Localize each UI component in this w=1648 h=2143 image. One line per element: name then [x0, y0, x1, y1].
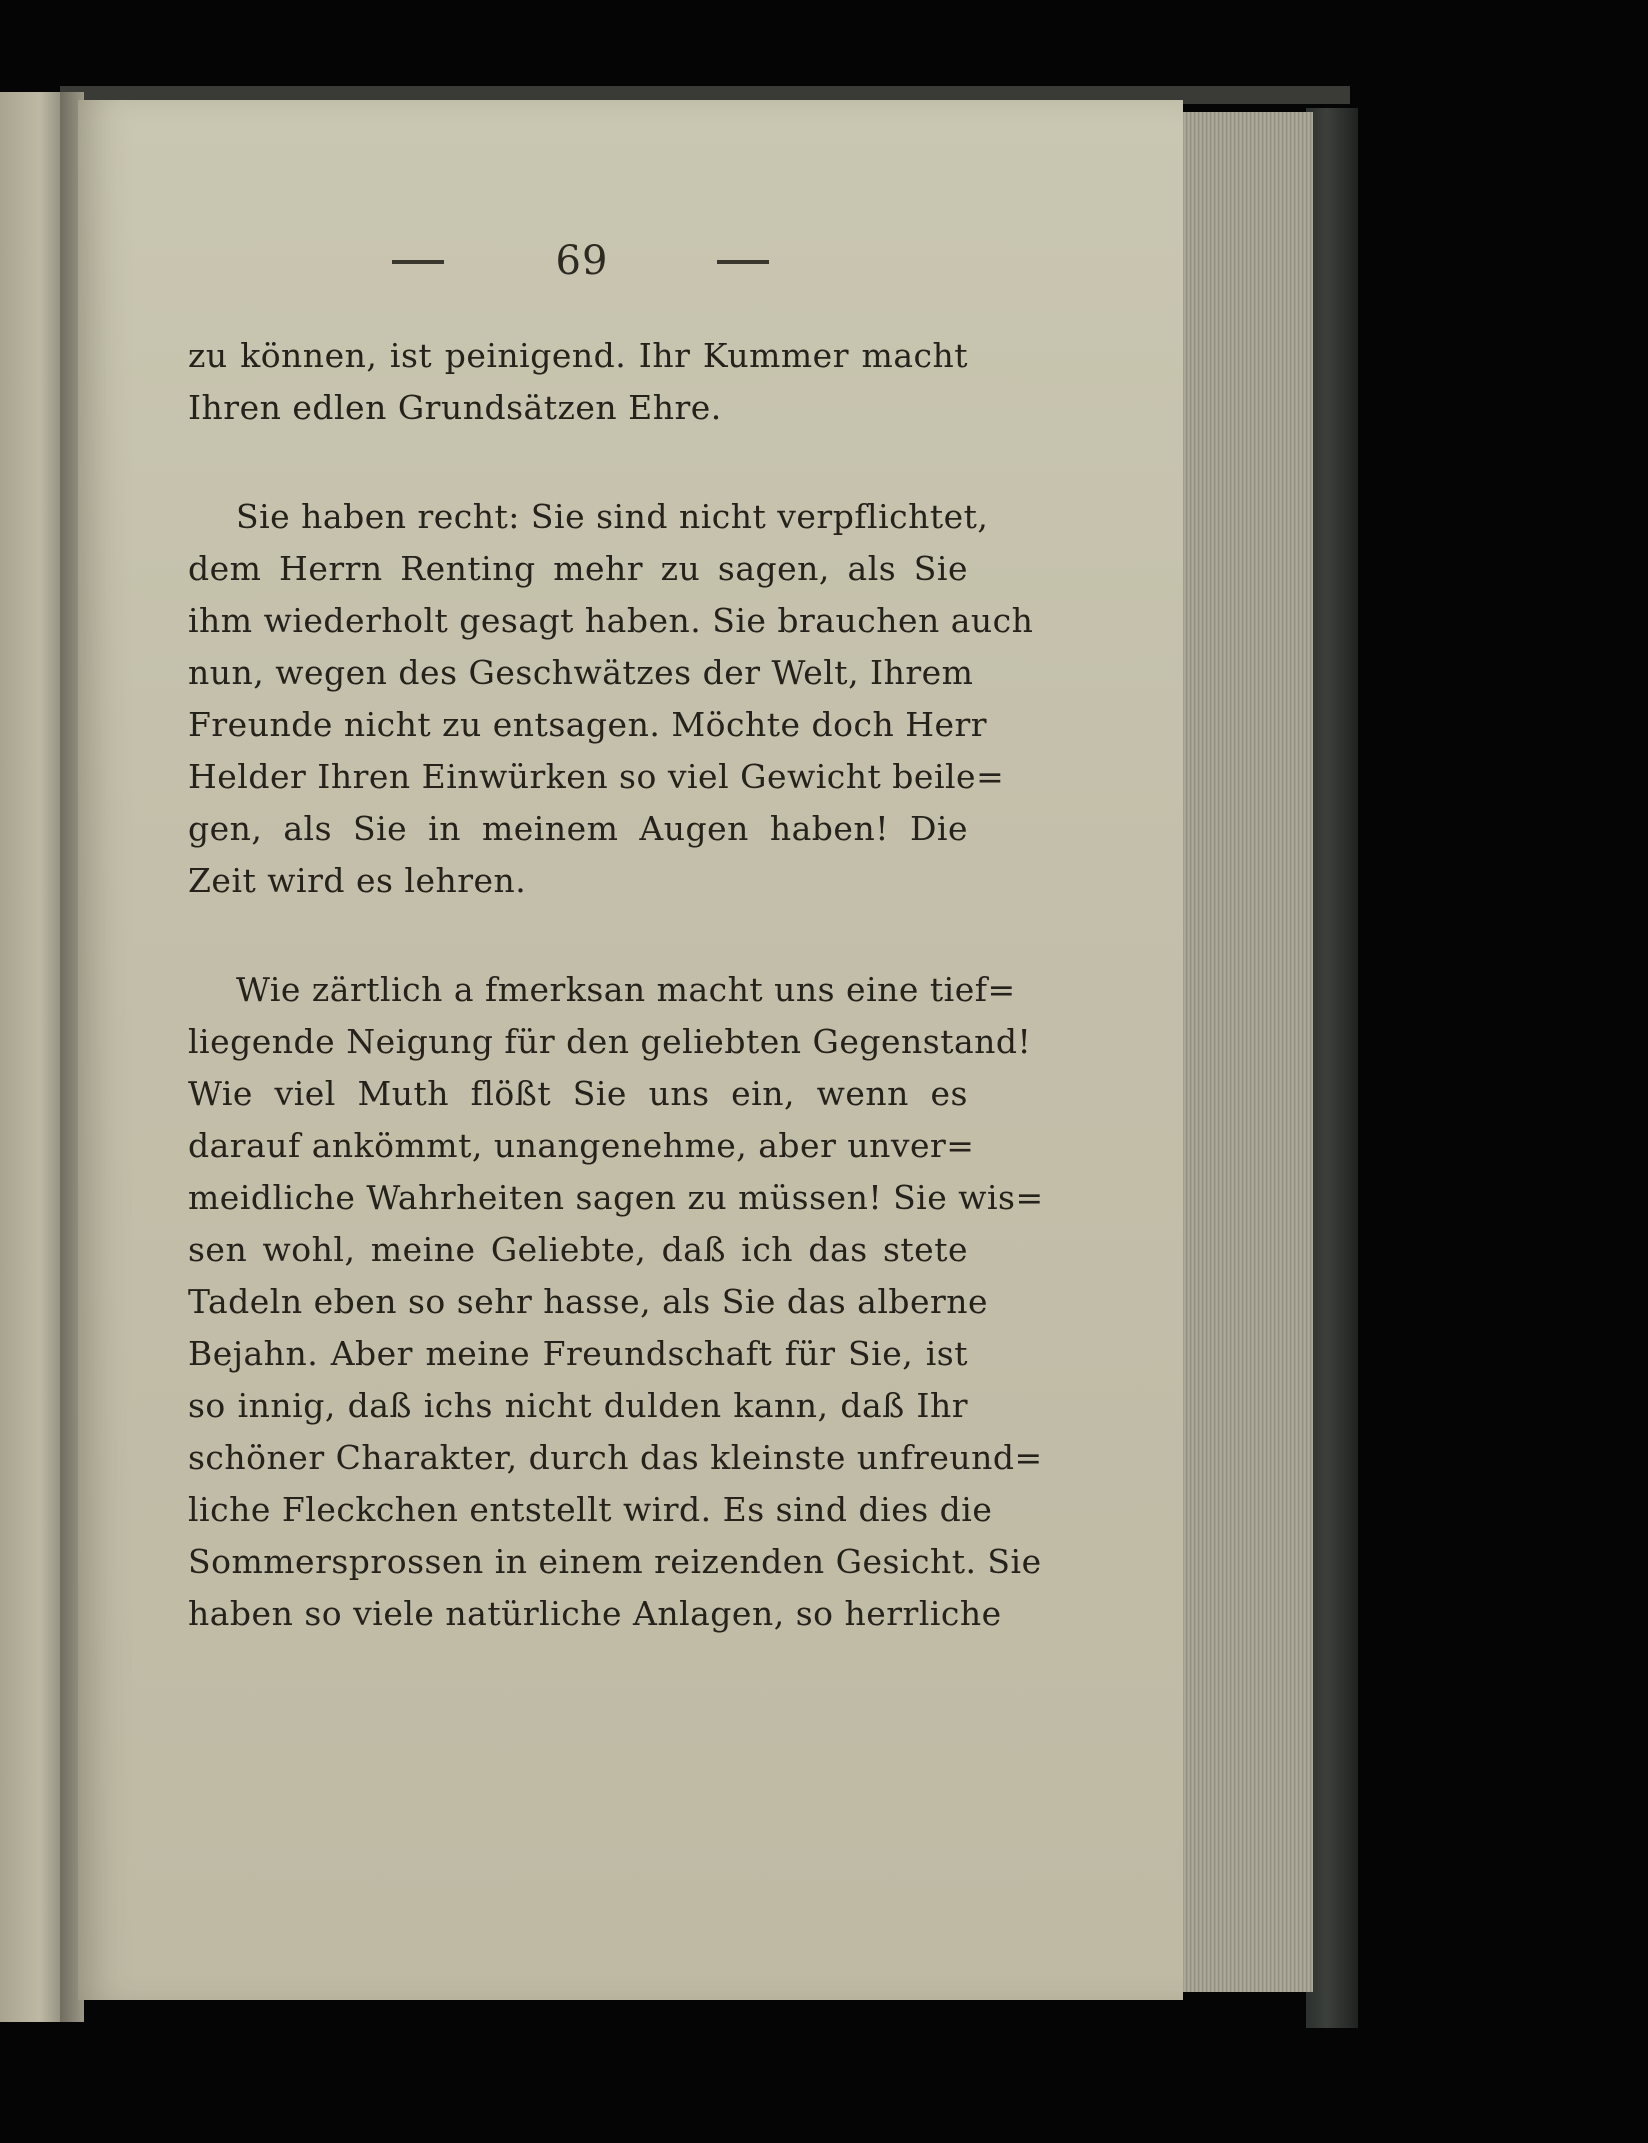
paragraph-1 [188, 330, 968, 434]
header-dash-right [717, 260, 769, 264]
text-line: nun, wegen des Geschwätzes der Welt, Ihrem [188, 653, 974, 692]
text-line: sen wohl, meine Geliebte, daß ich das stete [188, 1230, 968, 1269]
paragraph-3 [188, 964, 1044, 1640]
text-line: Bejahn. Aber meine Freundschaft für Sie, ist [188, 1334, 968, 1373]
text-line: Zeit wird es lehren. [188, 861, 527, 900]
text-line: gen, als Sie in meinem Augen haben! Die [188, 809, 968, 848]
text-line: Helder Ihren Einwürken so viel Gewicht beile= [188, 757, 1005, 796]
text-line: darauf ankömmt, unangenehme, aber unver= [188, 1126, 975, 1165]
text-line: Wie zärtlich a fmerksan macht uns eine tief= [236, 970, 1016, 1009]
text-line: Sommersprossen in einem reizenden Gesicht. Sie [188, 1542, 1042, 1581]
header-dash-left [392, 260, 444, 264]
text-line: liche Fleckchen entstellt wird. Es sind dies die [188, 1490, 993, 1529]
text-line: meidliche Wahrheiten sagen zu müssen! Sie wis= [188, 1178, 1044, 1217]
text-line: haben so viele natürliche Anlagen, so herrliche [188, 1594, 1002, 1633]
text-line: Freunde nicht zu entsagen. Möchte doch Herr [188, 705, 988, 744]
text-line: zu können, ist peinigend. Ihr Kummer macht [188, 336, 968, 375]
text-line: Wie viel Muth flößt Sie uns ein, wenn es [188, 1074, 968, 1113]
body-text [188, 330, 1044, 1640]
text-line: Sie haben recht: Sie sind nicht verpflichtet, [236, 497, 989, 536]
text-line: schöner Charakter, durch das kleinste unfreund= [188, 1438, 1043, 1477]
text-line: dem Herrn Renting mehr zu sagen, als Sie [188, 549, 968, 588]
text-line: Ihren edlen Grundsätzen Ehre. [188, 388, 722, 427]
text-line: ihm wiederholt gesagt haben. Sie brauchen auch [188, 601, 1034, 640]
page-edges [1183, 112, 1313, 1992]
page-header [392, 238, 772, 298]
book-binding [1306, 108, 1358, 2028]
text-line: so innig, daß ichs nicht dulden kann, daß Ihr [188, 1386, 968, 1425]
text-line: liegende Neigung für den geliebten Gegenstand! [188, 1022, 1032, 1061]
left-page-edge [0, 92, 66, 2022]
paragraph-2 [188, 491, 1034, 907]
page-number: 69 [555, 238, 609, 284]
text-line: Tadeln eben so sehr hasse, als Sie das alberne [188, 1282, 989, 1321]
